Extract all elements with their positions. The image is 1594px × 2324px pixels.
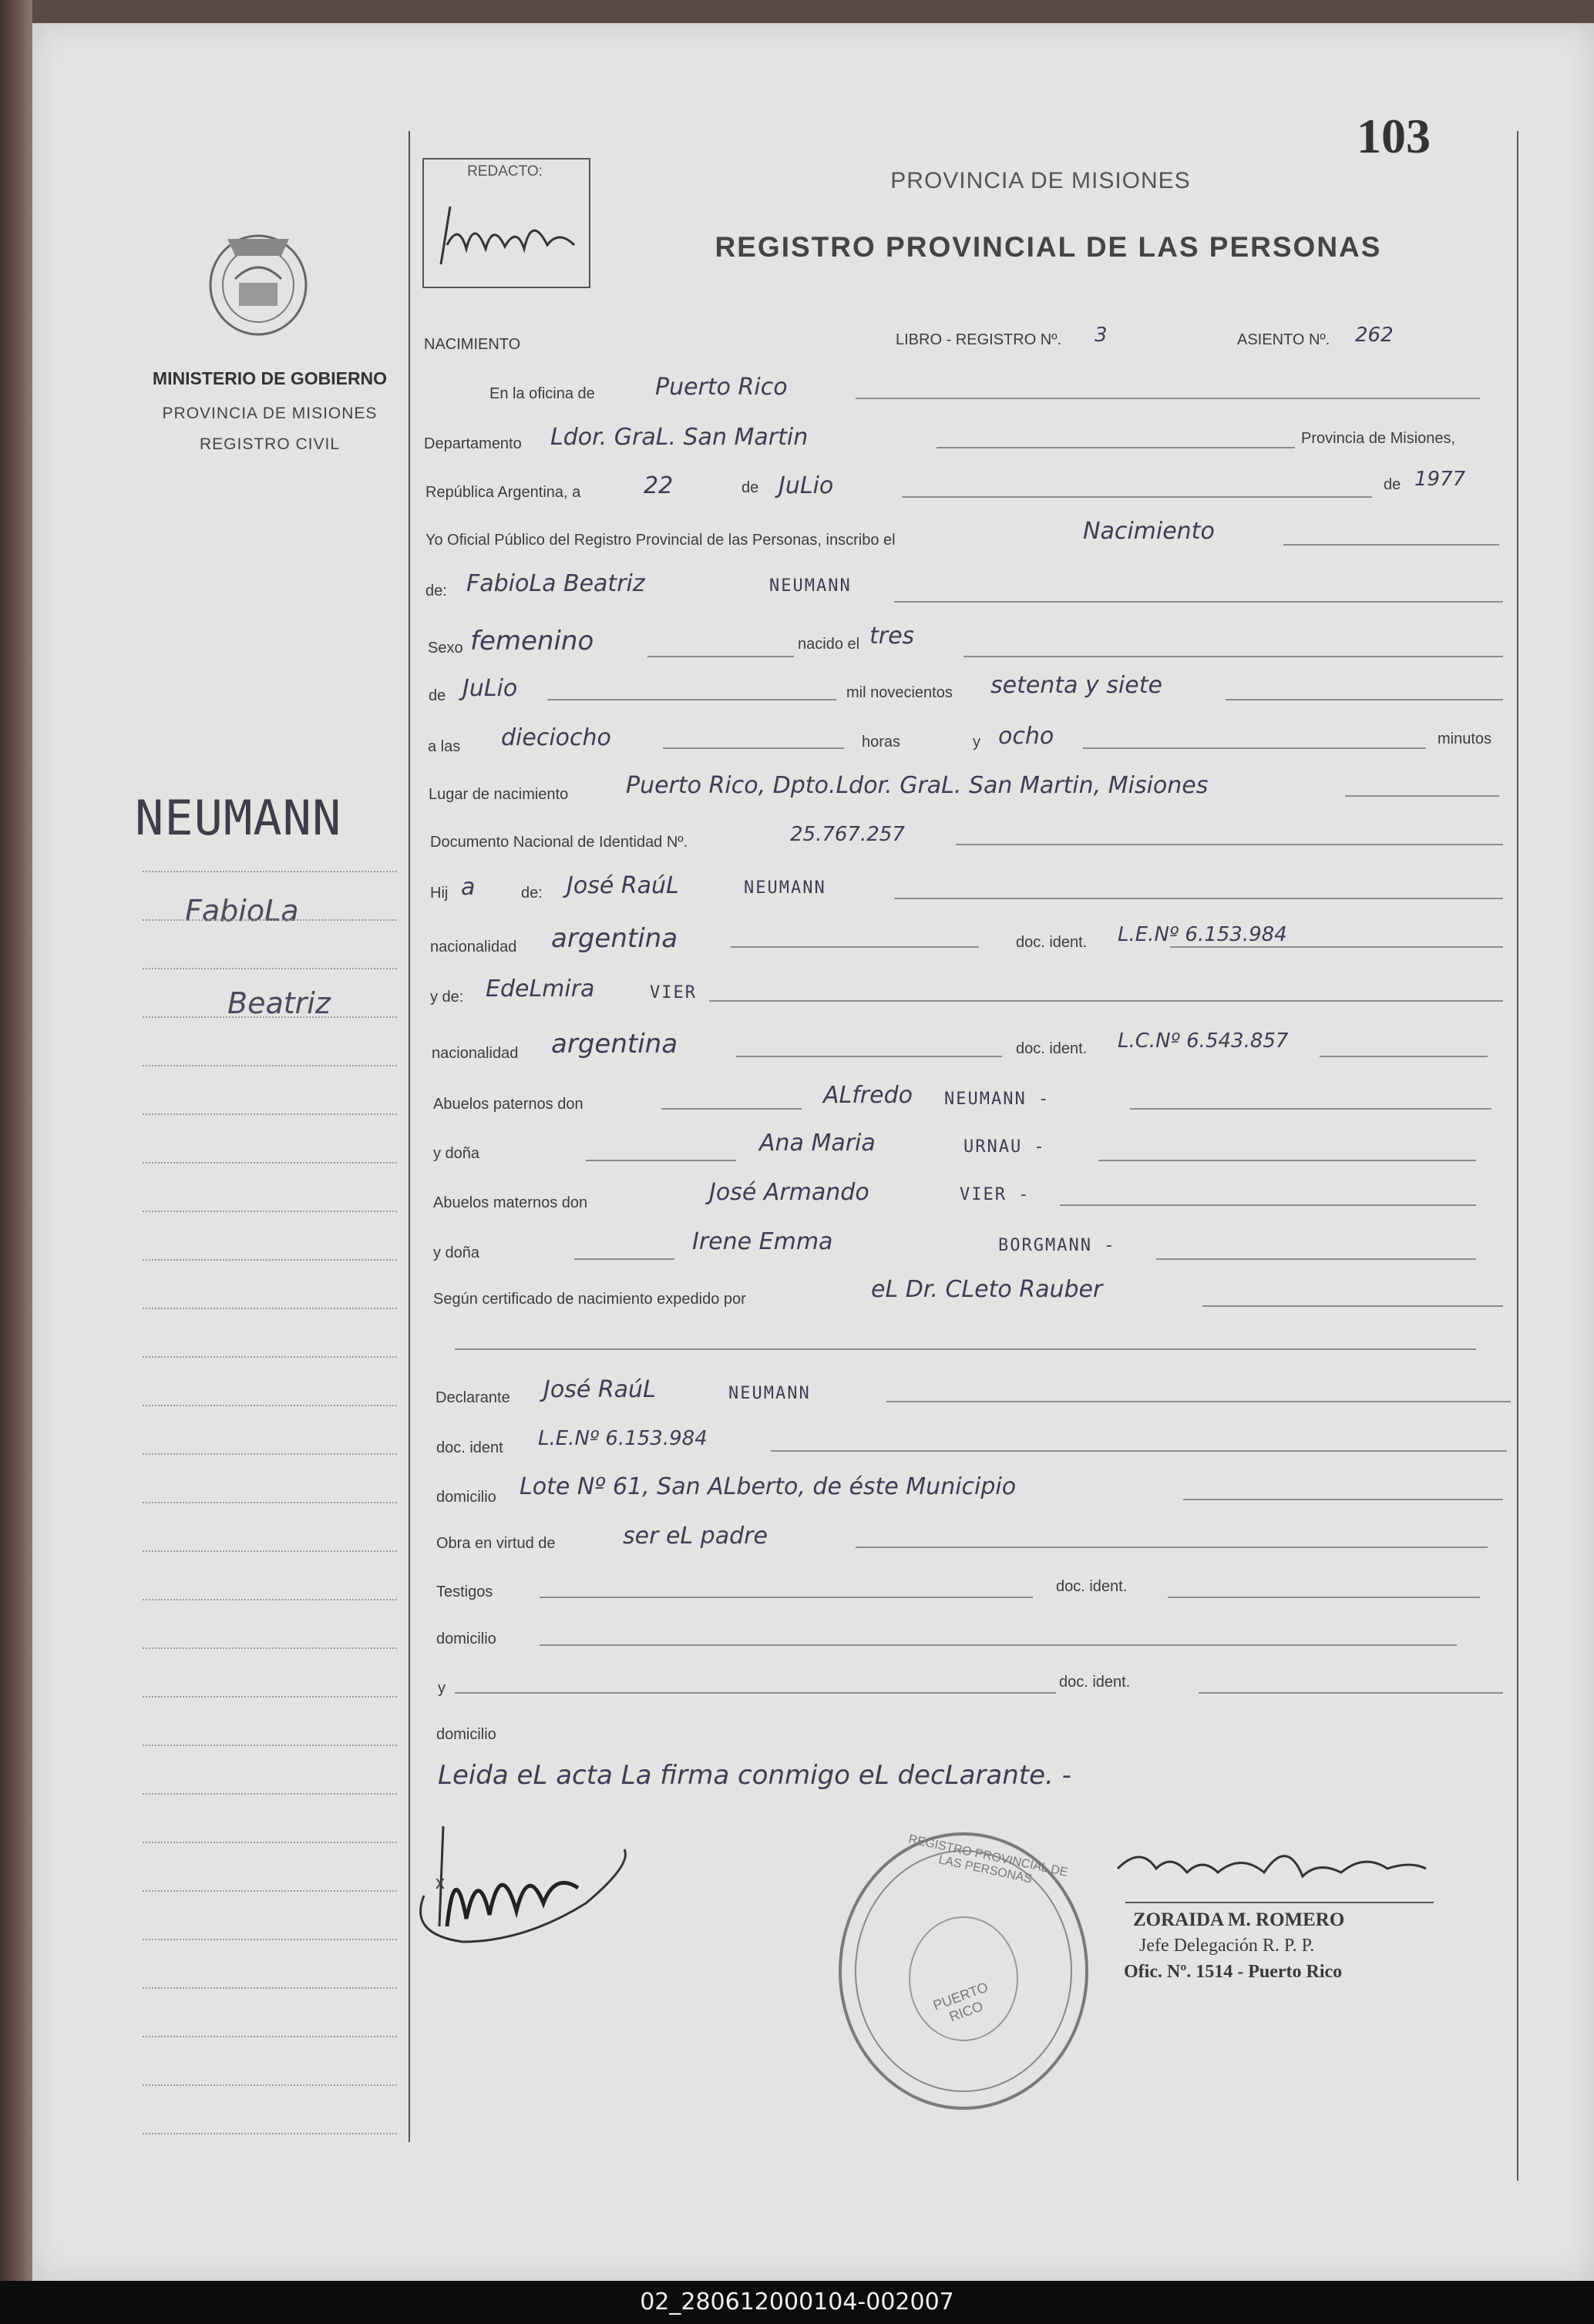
form-rule-line [856,398,1480,399]
form-rule-line [143,1502,397,1503]
civil-registry-label: REGISTRO CIVIL [199,435,341,453]
domicile-value: Lote Nº 61, San ALberto, de éste Municipio [520,1473,1017,1500]
form-rule-line [143,1016,397,1018]
margin-middle-name: Beatriz [227,986,331,1020]
form-rule-line [1083,747,1426,749]
father-nationality-label: nacionalidad [430,939,517,955]
certificate-value: eL Dr. CLeto Rauber [871,1276,1103,1303]
form-rule-line [1130,1108,1491,1110]
form-rule-line [1202,1305,1503,1307]
and-label: y [973,734,980,751]
pat-dona-label: y doña [433,1145,480,1162]
pat-grandfather: ALfredo [823,1082,913,1109]
pat-grandmother-surname: URNAU - [963,1137,1046,1157]
mother-nationality-label: nacionalidad [432,1045,519,1062]
form-rule-line [1168,1597,1480,1598]
form-rule-line [956,844,1503,845]
month-label: de [742,479,759,496]
official-text: Yo Oficial Público del Registro Provincial de las Personas, inscribo el [425,532,896,549]
of-parent-label: de: [521,885,543,902]
official-name: ZORAIDA M. ROMERO [1133,1909,1345,1930]
stamp-ring-text: REGISTRO PROVINCIAL DE LAS PERSONAS [907,1832,1069,1886]
mother-name: EdeLmira [486,976,595,1002]
form-rule-line [143,2036,397,2037]
father-nationality: argentina [551,923,678,954]
office-value: Puerto Rico [655,374,788,401]
mat-grandfather: José Armando [709,1179,869,1206]
form-rule-line [963,656,1503,657]
form-rule-line [586,1160,736,1161]
declarant-name: José RaúL [543,1376,656,1403]
official-value: Nacimiento [1083,518,1215,545]
year-words: setenta y siete [990,672,1162,699]
witness-doc-label: doc. ident. [1056,1578,1128,1595]
form-rule-line [894,898,1503,899]
certificate-label: Según certificado de nacimiento expedido por [433,1291,746,1308]
birthplace-label: Lugar de nacimiento [429,786,569,803]
right-margin-rule [1517,131,1518,2181]
child-surname: NEUMANN [769,576,852,596]
born-month-label: de [429,687,446,704]
signature-line [1125,1902,1434,1903]
margin-first-name: FabioLa [185,894,299,928]
ministry-title: MINISTERIO DE GOBIERNO [152,368,388,388]
pat-grandmother: Ana Maria [759,1130,876,1157]
declarant-doc-label: doc. ident [436,1439,503,1456]
minutes-label: minutos [1438,730,1492,747]
asiento-value: 262 [1355,324,1394,347]
child-of-suffix: a [461,874,476,901]
domicile-label: domicilio [436,1489,496,1506]
dni-value: 25.767.257 [790,823,905,846]
form-rule-line [647,656,794,657]
form-rule-line [547,699,836,700]
mat-dona-label: y doña [433,1244,480,1261]
child-name: FabioLa Beatriz [466,570,645,597]
day-value: 22 [644,472,674,499]
book-binding [0,0,32,2281]
witness-domicile-label: domicilio [436,1630,496,1647]
declarant-label: Declarante [435,1389,510,1406]
birthplace-value: Puerto Rico, Dpto.Ldor. GraL. San Martin, Misiones [626,772,1209,799]
official-signature-image [1110,1830,1434,1892]
form-rule-line [771,1450,1507,1452]
form-rule-line [1156,1258,1476,1260]
form-rule-line [143,1259,397,1261]
form-rule-line [143,1599,397,1600]
form-rule-line [894,601,1503,603]
asiento-label: ASIENTO Nº. [1237,331,1330,348]
father-doc-label: doc. ident. [1016,934,1088,951]
born-label: nacido el [798,636,860,653]
libro-value: 3 [1095,324,1108,347]
form-rule-line [143,1308,397,1309]
form-rule-line [143,1405,397,1406]
pat-grandfather-surname: NEUMANN - [944,1090,1051,1109]
form-rule-line [661,1108,802,1110]
form-rule-line [1226,699,1503,700]
form-rule-line [1345,795,1499,797]
form-rule-line [143,1356,397,1358]
form-rule-line [143,1113,397,1115]
mother-doc: L.C.Nº 6.543.857 [1118,1029,1289,1053]
hours-label: horas [862,734,901,751]
province-title: PROVINCIA DE MISIONES [890,168,1191,193]
registry-title: REGISTRO PROVINCIAL DE LAS PERSONAS [715,231,1382,263]
office-label: En la oficina de [489,385,595,402]
form-rule-line [143,1211,397,1212]
form-rule-line [143,1162,397,1164]
father-doc: L.E.Nº 6.153.984 [1118,923,1287,946]
form-rule-line [143,2133,397,2134]
witness2-doc-label: doc. ident. [1059,1674,1131,1691]
official-signature-text [1118,1843,1211,1856]
folio-number: 103 [1357,109,1431,163]
dni-label: Documento Nacional de Identidad Nº. [430,834,688,851]
form-rule-line [886,1401,1511,1402]
form-rule-line [663,747,844,749]
sex-value: femenino [470,626,594,657]
form-rule-line [143,1453,397,1455]
mat-grandmother-surname: BORGMANN - [998,1236,1116,1255]
redacto-initials-signature [432,191,586,276]
republic-label: República Argentina, a [425,484,581,501]
born-month: JuLio [462,675,518,702]
form-rule-line [143,1793,397,1795]
declarant-doc: L.E.Nº 6.153.984 [538,1427,708,1450]
mother-surname: VIER [650,983,697,1002]
form-rule-line [455,1692,1056,1694]
form-rule-line [540,1644,1457,1646]
mat-grand-label: Abuelos maternos don [433,1194,588,1211]
pat-grand-label: Abuelos paternos don [433,1096,583,1113]
form-rule-line [143,968,397,969]
sex-label: Sexo [428,640,463,657]
margin-surname: NEUMANN [135,790,342,846]
form-rule-line [540,1597,1033,1598]
thousand-label: mil novecientos [846,684,953,701]
and-of-label: y de: [430,989,464,1006]
mat-grandmother: Irene Emma [692,1228,833,1255]
form-rule-line [1283,544,1499,546]
ministry-province: PROVINCIA DE MISIONES [162,405,378,422]
signature-mark: x [435,1872,445,1893]
year-label: de [1384,476,1401,493]
father-surname: NEUMANN [744,878,826,898]
father-name: José RaúL [567,872,679,899]
mat-grandfather-surname: VIER - [960,1185,1031,1204]
form-rule-line [1170,946,1503,948]
official-office: Ofic. Nº. 1514 - Puerto Rico [1124,1962,1343,1982]
at-label: a las [428,738,461,755]
form-rule-line [143,919,397,921]
hours-value: dieciocho [501,724,611,751]
form-rule-line [731,946,979,948]
form-rule-line [143,1065,397,1066]
month-value: JuLio [779,472,834,499]
form-rule-line [143,1550,397,1552]
libro-label: LIBRO - REGISTRO Nº. [896,331,1062,348]
form-rule-line [1060,1204,1476,1206]
year-value: 1977 [1414,468,1466,491]
form-rule-line [143,1939,397,1940]
born-day: tres [869,623,915,650]
witness-label: Testigos [436,1583,493,1600]
redacto-label: REDACTO: [467,163,543,180]
witness2-domicile-label: domicilio [436,1726,496,1743]
form-rule-line [1183,1499,1503,1500]
form-rule-line [902,496,1372,498]
form-rule-line [143,1696,397,1698]
child-of-label: Hij [430,885,449,902]
capacity-label: Obra en virtud de [436,1535,556,1552]
form-rule-line [143,1890,397,1892]
department-value: Ldor. GraL. San Martin [550,424,809,451]
form-rule-line [143,1745,397,1746]
stamp-inner-text: PUERTO RICO [930,1979,990,2025]
form-rule-line [709,1000,1503,1002]
province-label: Provincia de Misiones, [1301,430,1456,447]
official-role: Jefe Delegación R. P. P. [1139,1936,1315,1956]
form-rule-line [736,1056,1002,1057]
form-rule-line [1320,1056,1488,1057]
form-rule-line [856,1547,1488,1548]
form-rule-line [455,1348,1476,1350]
form-rule-line [1199,1692,1503,1694]
form-rule-line [143,1987,397,1989]
ministry-seal-icon [204,225,312,341]
closing-text: Leida eL acta La firma conmigo eL decLarante. - [438,1760,1071,1791]
department-label: Departamento [424,435,522,452]
image-code: 02_280612000104-002007 [640,2289,954,2316]
form-rule-line [143,2084,397,2086]
form-rule-line [143,871,397,872]
of-label: de: [425,583,447,599]
form-rule-line [143,1647,397,1649]
form-rule-line [143,1842,397,1843]
witness2-and-label: y [438,1680,446,1697]
mother-nationality: argentina [551,1029,678,1060]
form-rule-line [574,1258,674,1260]
form-rule-line [937,447,1295,448]
mother-doc-label: doc. ident. [1016,1040,1088,1057]
capacity-value: ser eL padre [623,1523,768,1550]
act-type-label: NACIMIENTO [424,336,521,353]
form-rule-line [1098,1160,1476,1161]
minutes-value: ocho [998,723,1054,750]
declarant-surname: NEUMANN [728,1384,811,1403]
